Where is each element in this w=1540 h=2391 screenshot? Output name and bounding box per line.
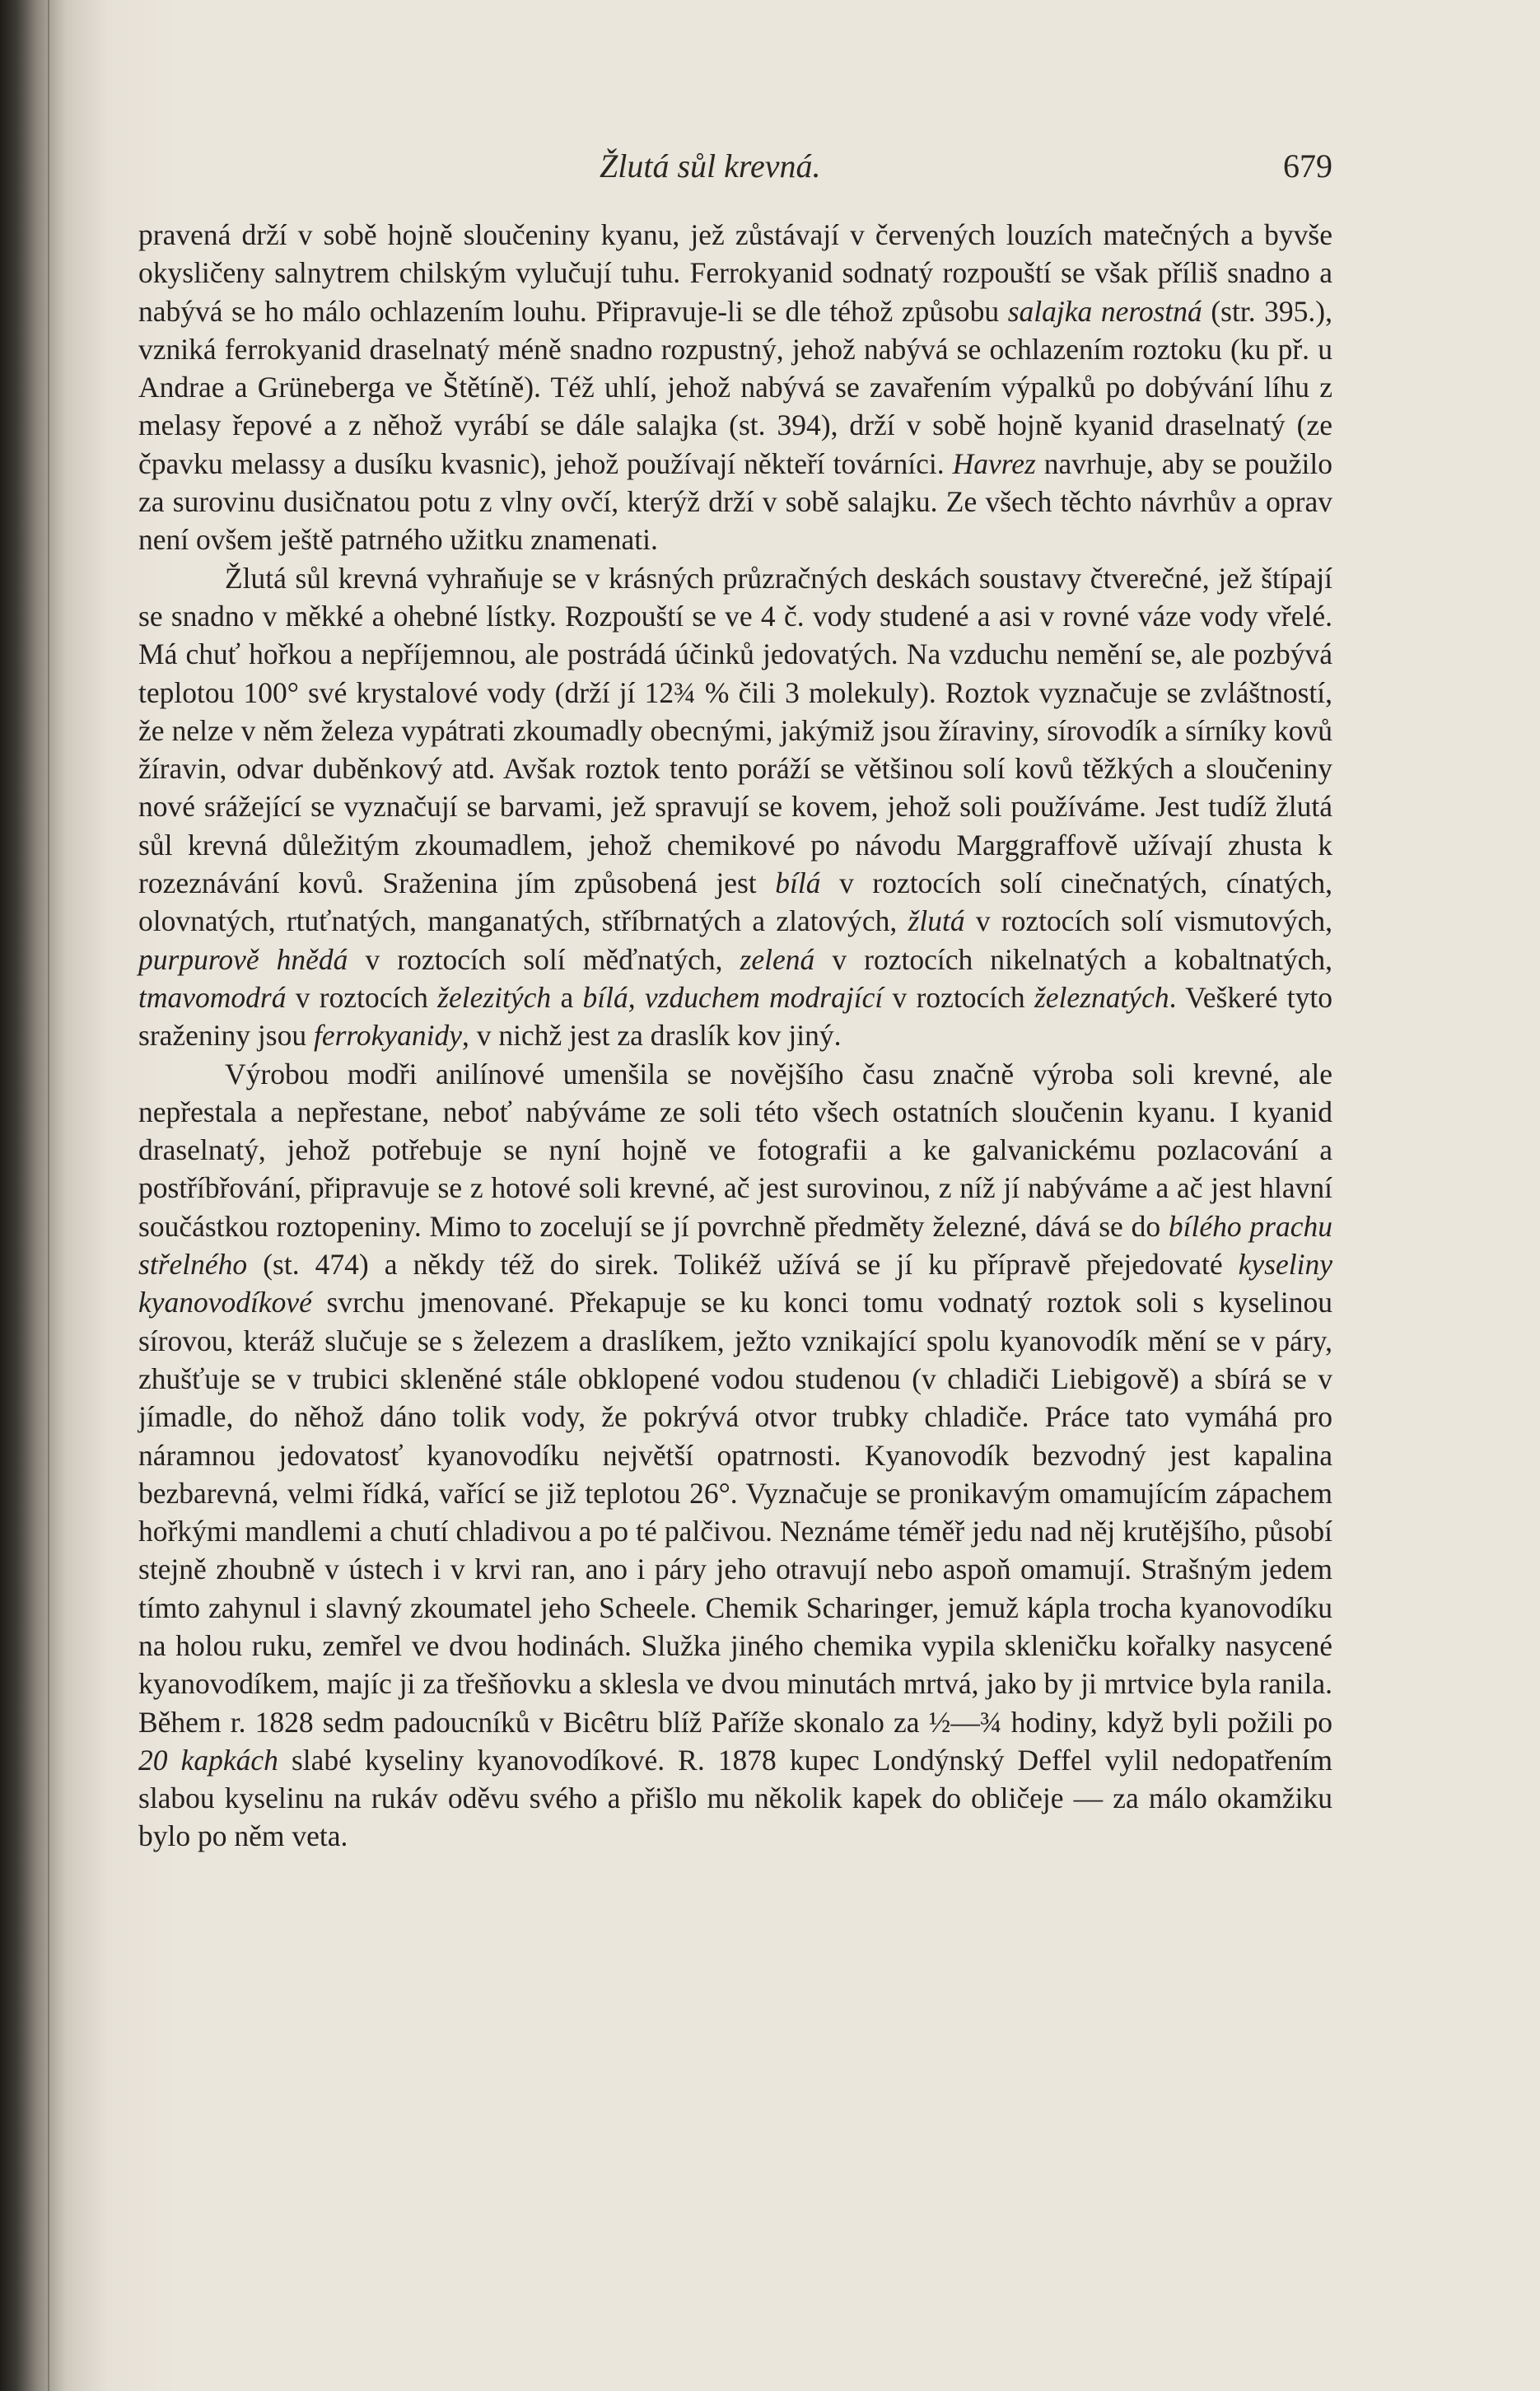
paragraph-text: (st. 474) a někdy též do sirek. Tolikéž užívá se jí ku přípravě přejedovaté xyxy=(247,1248,1239,1282)
paragraph-text: navrhuje, aby se použilo za surovinu dusičnatou potu z vlny ovčí, kterýž drží v sobě salajku. Ze všech těchto návrhův a oprav není ovšem ještě patrného užitku znamenati. xyxy=(138,446,1332,557)
paragraph-text: . Veškeré tyto sraženiny jsou xyxy=(138,980,1332,1053)
emphasis-text: Havrez xyxy=(952,446,1036,480)
emphasis-text: tmavomodrá xyxy=(138,980,287,1014)
paragraph-text: v roztocích xyxy=(286,980,438,1014)
emphasis-text: 20 kapkách xyxy=(138,1743,278,1777)
paragraph-text: v roztocích solí vismutových, xyxy=(964,904,1332,938)
paragraph-text: a xyxy=(551,980,583,1014)
emphasis-text: železitých xyxy=(437,980,552,1014)
paragraph-1 xyxy=(138,216,1332,559)
binding-gutter xyxy=(48,0,49,2391)
running-title: Žlutá sůl krevná. xyxy=(600,147,821,184)
emphasis-text: purpurově hnědá xyxy=(138,942,348,976)
emphasis-text: kyseliny kyanovodíkové xyxy=(138,1248,1332,1319)
paragraph-text: v roztocích nikelnatých a kobaltnatých, xyxy=(814,942,1332,976)
paragraph-text: Žlutá sůl krevná vyhraňuje se v krásných průzračných deskách soustavy čtverečné, jež štípají se snadno v měkké a ohebné lístky. Rozpouští se ve 4 č. vody studené a asi v rovné váze vody vřelé. Má chuť hořkou a nepříjemnou, ale postrádá účinků jedovatých. Na vzduchu nemění se, ale pozbývá teplotou 100° své krystalové vody (drží jí 12¾ % čili 3 molekuly). Roztok vyznačuje se zvláštností, že nelze v něm železa vypátrati zkoumadly obecnými, jakýmiž jsou žíraviny, sírovodík a sírníky kovů žíravin, odvar duběnkový atd. Avšak roztok tento poráží se většinou solí kovů těžkých a sloučeniny nové srážející se vyznačují se barvami, jež spravují se kovem, jehož soli používáme. Jest tudíž žlutá sůl krevná důležitým zkoumadlem, jehož chemikové po návodu Marggraffově užívají zhusta k rozeznávání kovů. Sraženina jím způsobená jest xyxy=(138,561,1332,900)
emphasis-text: ferrokyanidy xyxy=(313,1019,463,1053)
paragraph-text: slabé kyseliny kyanovodíkové. R. 1878 kupec Londýnský Deffel vylil nedopatřením slabou kyselinu na rukáv oděvu svého a přišlo mu několik kapek do obličeje — za málo okamžiku bylo po něm veta. xyxy=(138,1743,1332,1853)
emphasis-text: bílého prachu střelného xyxy=(138,1209,1332,1282)
emphasis-text: bílá xyxy=(775,866,821,900)
page-number: 679 xyxy=(1283,147,1332,184)
emphasis-text: salajka nerostná xyxy=(1007,294,1202,328)
paragraph-text: v roztocích solí cinečnatých, cínatých, olovnatých, rtuťnatých, manganatých, stříbrnatých a zlatových, xyxy=(138,866,1332,938)
paragraph-text: Výrobou modři anilínové umenšila se novějšího času značně výroba soli krevné, ale nepřestala a nepřestane, neboť nabýváme ze soli této všech ostatních sloučenin kyanu. I kyanid draselnatý, jehož potřebuje se nyní hojně ve fotografii a ke galvanickému pozlacování a postříbřování, připravuje se z hotové soli krevné, ač jest surovinou, z níž jí nabýváme a ač jest hlavní součástkou roztopeniny. Mimo to zocelují se jí povrchně předměty železné, dává se do xyxy=(138,1057,1332,1243)
paragraph-text: v roztocích solí měďnatých, xyxy=(348,942,740,976)
paragraph-text: v roztocích xyxy=(883,980,1034,1014)
body-text xyxy=(138,216,1332,1856)
emphasis-text: zelená xyxy=(740,942,815,976)
paragraph-text: , v nichž jest za draslík kov jiný. xyxy=(462,1019,842,1053)
page-header xyxy=(138,147,1332,193)
paragraph-text: (str. 395.), vzniká ferrokyanid draselnatý méně snadno rozpustný, jehož nabývá se ochlazením roztoku (ku př. u Andrae a Grüneberga ve Štětíně). Též uhlí, jehož nabývá se zavařením výpalků po dobývání líhu z melasy řepové a z něhož vyrábí se dále salajka (st. 394), drží v sobě hojně kyanid draselnatý (ze čpavku melassy a dusíku kvasnic), jehož používají někteří továrníci. xyxy=(138,294,1332,480)
paragraph-2 xyxy=(138,559,1332,1055)
emphasis-text: žlutá xyxy=(908,904,965,938)
paragraph-text: pravená drží v sobě hojně sloučeniny kyanu, jež zůstávají v červených louzích matečných a byvše okysličeny salnytrem chilským vylučují tuhu. Ferrokyanid sodnatý rozpouští se však příliš snadno a nabývá se ho málo ochlazením louhu. Připravuje-li se dle téhož způsobu xyxy=(138,218,1332,328)
paragraph-3 xyxy=(138,1055,1332,1856)
emphasis-text: bílá, vzduchem modrající xyxy=(582,980,884,1014)
paragraph-text: svrchu jmenované. Překapuje se ku konci tomu vodnatý roztok soli s kyselinou sírovou, kteráž slučuje se s železem a draslíkem, ježto vznikající spolu kyanovodík mění se v páry, zhušťuje se v trubici skleněné stále obklopené vodou studenou (v chladiči Liebigově) a sbírá se v jímadle, do něhož dáno tolik vody, že pokrývá otvor trubky chladiče. Práce tato vymáhá pro náramnou jedovatosť kyanovodíku největší opatrnosti. Kyanovodík bezvodný jest kapalina bezbarevná, velmi řídká, vařící se již teplotou 26°. Vyznačuje se pronikavým omamujícím zápachem hořkými mandlemi a chutí chladivou a po té palčivou. Neznáme téměř jedu nad něj krutějšího, působí stejně zhoubně v ústech i v krvi ran, ano i páry jeho otravují nebo aspoň omamují. Strašným jedem tímto zahynul i slavný zkoumatel jeho Scheele. Chemik Scharinger, jemuž kápla trocha kyanovodíku na holou ruku, zemřel ve dvou hodinách. Služka jiného chemika vypila skleničku kořalky nasycené kyanovodíkem, majíc ji za třešňovku a sklesla ve dvou minutách mrtvá, jako by ji mrtvice byla ranila. Během r. 1828 sedm padoucníků v Bicêtru blíž Paříže skonalo za ½—¾ hodiny, když byli požili po xyxy=(138,1286,1332,1739)
emphasis-text: železnatých xyxy=(1034,980,1169,1014)
